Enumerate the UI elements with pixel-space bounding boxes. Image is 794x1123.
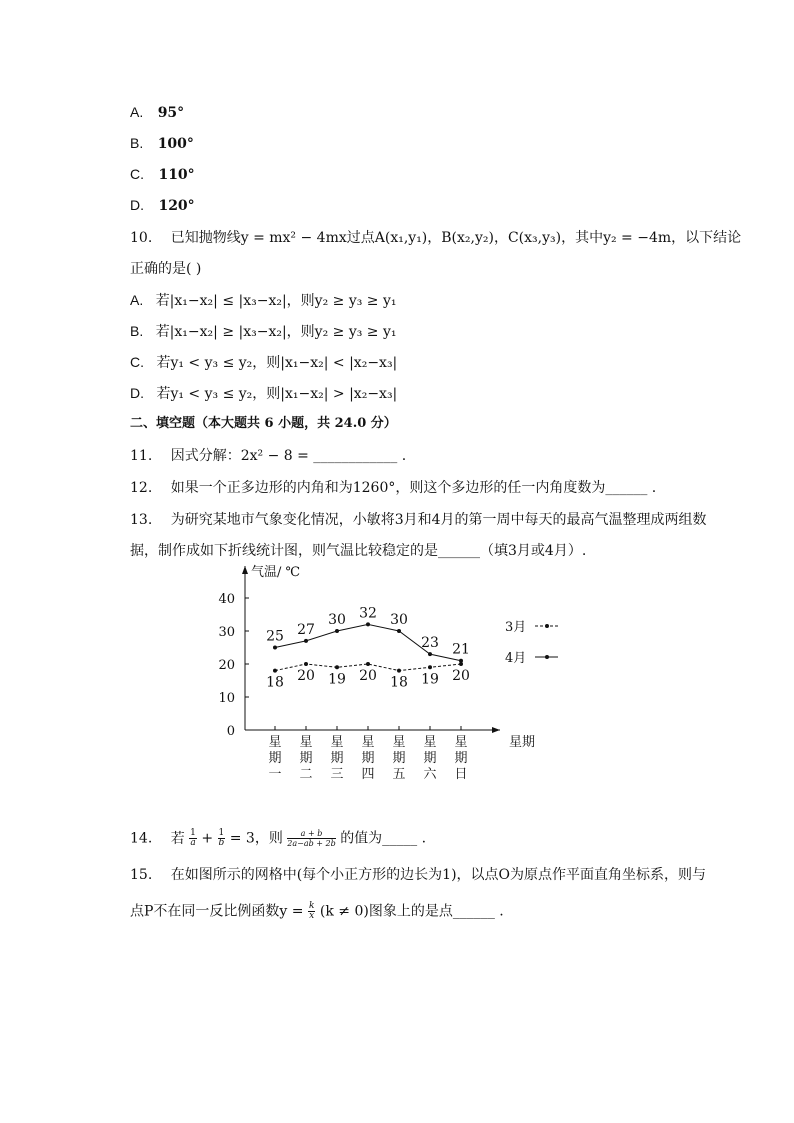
data-label: 32: [359, 605, 377, 622]
data-label: 20: [452, 668, 470, 684]
data-point: [273, 646, 277, 650]
y-axis-label: 气温/ ℃: [251, 565, 301, 580]
data-point: [335, 665, 339, 669]
x-axis-arrow: [492, 727, 500, 733]
y-axis-arrow: [242, 566, 248, 574]
data-point: [304, 639, 308, 643]
fraction-k-over-x: $\frac{k}{x}$: [308, 901, 315, 921]
q11: 11. 因式分解：2x² − 8 = ____________ .: [130, 448, 407, 464]
data-label: 25: [266, 628, 284, 645]
data-label: 20: [359, 668, 377, 684]
q10-option-c: C. 若y₁ < y₃ ≤ y₂，则|x₁−x₂| < |x₂−x₃|: [130, 354, 398, 371]
data-point: [428, 652, 432, 656]
data-point: [273, 669, 277, 673]
x-tick-label: 星: [299, 735, 313, 750]
option-a: A. 95°: [130, 104, 185, 121]
x-tick-label: 六: [423, 767, 437, 782]
data-point: [304, 662, 308, 666]
legend-label: 4月: [505, 651, 527, 666]
x-tick-label: 日: [454, 767, 468, 782]
x-tick-label: 期: [361, 751, 375, 766]
q10-line2: 正确的是( ): [130, 261, 202, 277]
q14: 14. 若 $\frac{1}{a}$ + $\frac{1}{b}$ = 3，则 $\frac{a + b}{2a-ab + 2b}$ 的值为_____ .: [130, 828, 427, 848]
data-label: 19: [421, 671, 439, 688]
q10-number: 10.: [130, 230, 153, 246]
x-tick-label: 星: [454, 735, 468, 750]
option-d-value: 120°: [158, 198, 195, 214]
x-tick-label: 期: [268, 751, 282, 766]
y-tick-label: 10: [218, 691, 235, 706]
q15-line2: 点P不在同一反比例函数y = $\frac{k}{x}$ (k ≠ 0)图象上的是点______ .: [130, 901, 504, 921]
x-tick-label: 星: [423, 735, 437, 750]
option-d: D. 120°: [130, 197, 195, 214]
x-tick-label: 四: [361, 767, 375, 782]
y-tick-label: 40: [218, 592, 235, 607]
x-tick-label: 五: [392, 767, 406, 782]
option-b: B. 100°: [130, 135, 194, 152]
x-tick-label: 一: [268, 767, 282, 782]
data-label: 20: [297, 668, 315, 684]
x-tick-label: 期: [423, 751, 437, 766]
data-label: 18: [390, 674, 408, 691]
q12: 12. 如果一个正多边形的内角和为1260°，则这个多边形的任一内角度数为______ .: [130, 480, 657, 496]
data-point: [397, 629, 401, 633]
data-point: [335, 629, 339, 633]
data-label: 21: [452, 641, 470, 658]
data-point: [428, 665, 432, 669]
legend-marker: [545, 624, 549, 628]
data-point: [459, 659, 463, 663]
data-point: [366, 622, 370, 626]
option-a-value: 95°: [157, 105, 185, 121]
option-c: C. 110°: [130, 166, 195, 183]
data-label: 30: [328, 612, 346, 628]
q10-option-b: B. 若|x₁−x₂| ≥ |x₃−x₂|，则y₂ ≥ y₃ ≥ y₁: [130, 323, 397, 340]
data-point: [366, 662, 370, 666]
x-tick-label: 星: [330, 735, 344, 750]
x-tick-label: 星: [392, 735, 406, 750]
q10-stem: 已知抛物线y = mx² − 4mx过点A(x₁,y₁)，B(x₂,y₂)，C(x₃,y₃)，其中y₂ = −4m，以下结论: [170, 230, 742, 246]
y-tick-label: 0: [226, 724, 235, 739]
x-tick-label: 期: [299, 751, 313, 766]
q10-option-a: A. 若|x₁−x₂| ≤ |x₃−x₂|，则y₂ ≥ y₃ ≥ y₁: [130, 292, 397, 309]
x-tick-label: 期: [454, 751, 468, 766]
x-tick-label: 星: [268, 735, 282, 750]
x-tick-label: 三: [330, 767, 344, 782]
x-tick-label: 二: [299, 767, 313, 782]
q10-line1: [130, 229, 741, 247]
data-label: 19: [328, 671, 346, 688]
x-tick-label: 期: [392, 751, 406, 766]
x-tick-label: 期: [330, 751, 344, 766]
y-tick-label: 20: [218, 658, 235, 673]
data-label: 23: [421, 635, 439, 652]
legend-marker: [545, 655, 549, 659]
q13-line1: 13. 为研究某地市气象变化情况，小敏将3月和4月的第一周中每天的最高气温整理成两组数: [130, 512, 707, 528]
option-c-value: 110°: [158, 167, 195, 183]
data-label: 27: [297, 621, 315, 638]
option-b-value: 100°: [157, 136, 194, 152]
q10-option-d: D. 若y₁ < y₃ ≤ y₂，则|x₁−x₂| > |x₂−x₃|: [130, 385, 398, 402]
legend-label: 3月: [505, 620, 527, 635]
data-label: 30: [390, 612, 408, 628]
data-point: [397, 669, 401, 673]
data-label: 18: [266, 674, 284, 691]
fraction-expression: $\frac{a + b}{2a-ab + 2b}$: [287, 829, 336, 848]
section-title: 二、填空题（本大题共 6 小题，共 24.0 分）: [130, 416, 397, 431]
temperature-line-chart: [200, 558, 560, 788]
x-axis-label: 星期: [508, 735, 536, 750]
y-tick-label: 30: [218, 625, 235, 640]
fraction-1-over-b: $\frac{1}{b}$: [218, 828, 225, 848]
x-tick-label: 星: [361, 735, 375, 750]
q13-line2: 据，制作成如下折线统计图，则气温比较稳定的是______（填3月或4月）.: [130, 543, 587, 559]
q15-line1: 15. 在如图所示的网格中(每个小正方形的边长为1)，以点O为原点作平面直角坐标系，则与: [130, 867, 707, 883]
fraction-1-over-a: $\frac{1}{a}$: [190, 828, 196, 848]
